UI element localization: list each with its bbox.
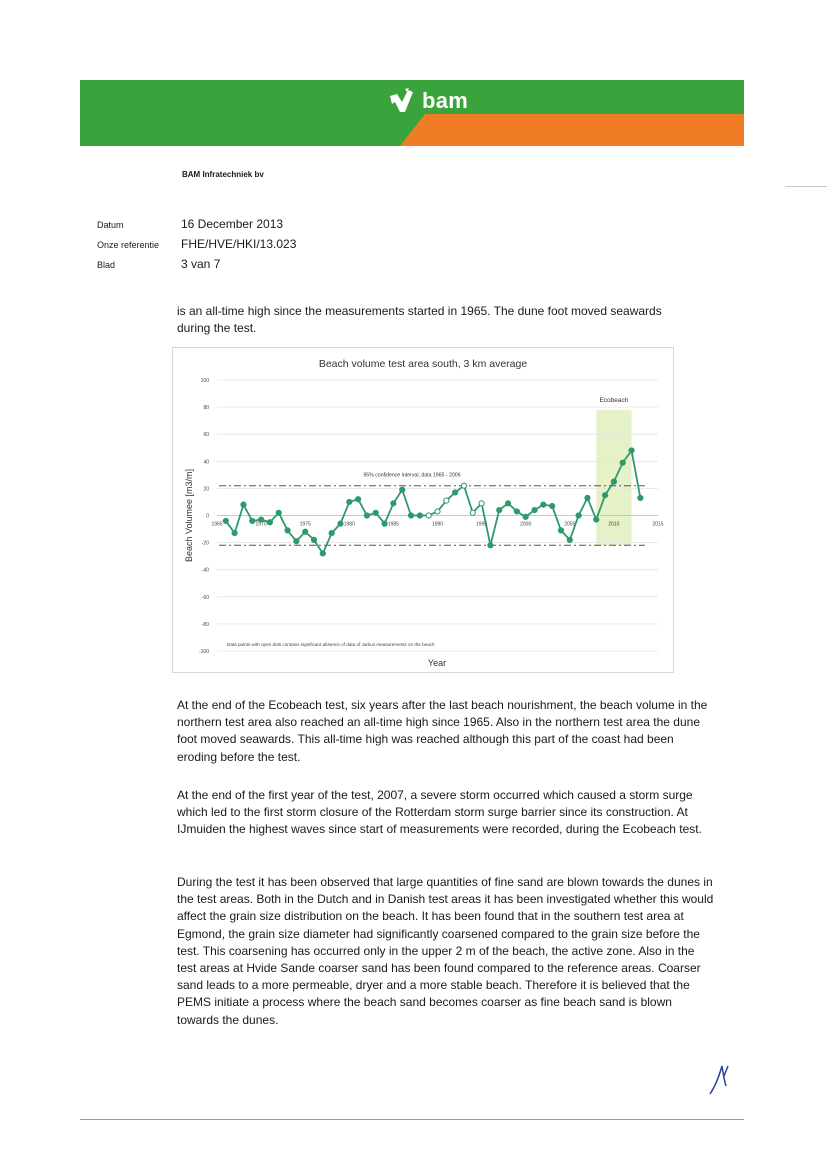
data-point [276,510,281,515]
data-point [408,513,413,518]
chart-title: Beach volume test area south, 3 km average [318,358,528,370]
paragraph-intro: is an all-time high since the measurements started in 1965. The dune foot moved seawards during the test. [177,304,662,336]
meta-value: 3 van 7 [181,257,221,271]
data-point [391,501,396,506]
meta-key: Onze referentie [97,240,160,250]
data-point [373,510,378,515]
y-tick-label: 80 [203,405,209,412]
company-name: BAM Infratechniek bv [182,170,264,179]
y-tick-label: 100 [200,378,209,384]
data-point [303,529,308,534]
y-tick-label: -60 [201,594,209,601]
data-point [532,507,537,512]
data-point [611,479,616,484]
data-point [602,493,607,498]
y-tick-label: 40 [203,459,209,466]
data-point [426,513,431,518]
data-point [497,507,502,512]
data-point [541,502,546,507]
y-tick-label: -40 [201,567,209,574]
data-point [241,502,246,507]
data-point [267,520,272,525]
x-tick-label: 2000 [520,521,532,528]
paragraph-2: At the end of the first year of the test, 2007, a severe storm occurred which caused a storm surge which led to the first storm closure of the Rotterdam storm surge barrier since its construction. At IJmuiden the highest waves since start of measurements were recorded, during the Ecobeach test. [177,788,702,837]
chart-note: Data points with open dots contains significant absence of data of Jarkus measurements on the beach [227,642,435,647]
data-point [453,490,458,495]
document-meta [97,217,296,277]
y-tick-label: -100 [198,649,209,655]
data-point [638,495,643,500]
data-point [329,531,334,536]
y-tick-label: -20 [201,540,209,547]
data-point [576,513,581,518]
data-point [479,501,484,506]
x-axis-label: Year [427,658,447,668]
data-point [461,483,466,488]
data-point [417,513,422,518]
bam-mark-icon [388,88,416,114]
meta-value: 16 December 2013 [181,217,284,231]
data-point [382,521,387,526]
paragraph-1: At the end of the Ecobeach test, six years after the last beach nourishment, the beach volume in the northern test area also reached an all-time high since 1965. Also in the northern test area the dune foot moved seawards. This all-time high was reached although this part of the coast had been eroding before the test. [177,698,708,764]
data-point [356,497,361,502]
data-point [594,517,599,522]
data-point [435,509,440,514]
data-point [470,510,475,515]
y-tick-label: 60 [203,432,209,439]
x-tick-label: 2010 [608,521,620,528]
ecobeach-label: Ecobeach [599,397,629,405]
meta-row-date [97,217,296,237]
data-point [338,521,343,526]
data-point [400,487,405,492]
x-tick-label: 1975 [299,521,311,528]
data-point [311,537,316,542]
bam-logo [388,86,468,116]
x-tick-label: 2005 [564,521,576,528]
x-tick-label: 1965 [211,521,223,528]
signature-mark [706,1062,732,1096]
data-point [567,537,572,542]
x-tick-label: 1970 [255,521,267,528]
data-point [250,518,255,523]
data-point [347,499,352,504]
data-point [223,518,228,523]
data-point [523,514,528,519]
data-point [514,509,519,514]
data-point [488,543,493,548]
chart-svg [173,348,673,672]
x-tick-label: 1985 [387,521,399,528]
meta-key: Datum [97,220,124,230]
data-point [232,531,237,536]
data-point [629,448,634,453]
logo-text: bam [422,88,469,113]
data-point [505,501,510,506]
paragraph-3: During the test it has been observed that large quantities of fine sand are blown towards the dunes in the test areas. Both in the Dutch and in Danish test areas it has been investigated whether this would affect the grain size distribution on the beach. It has been found that in the southern test area at Egmond, the grain size diameter had significantly coarsened compared to the grain size before the test. This coarsening has occurred only in the upper 2 m of the beach, the active zone. Also in the test areas at Hvide Sande coarser sand has been found compared to the reference areas. Coarser sand leads to a more permeable, dryer and a more stable beach. Therefore it is believed that the PEMS initiate a process where the beach sand becomes coarser as fine beach sand is blown towards the dunes. [177,875,714,1027]
y-tick-label: 0 [206,513,209,520]
data-point [364,513,369,518]
data-point [294,539,299,544]
data-point [285,528,290,533]
confidence-label: 95% confidence interval, data 1965 - 2006 [363,472,461,479]
data-point [444,498,449,503]
beach-volume-chart [172,347,674,673]
x-tick-label: 1990 [431,521,444,528]
meta-key: Blad [97,260,116,270]
meta-row-page [97,257,296,277]
data-point [620,460,625,465]
data-point [558,528,563,533]
x-tick-label: 2015 [652,521,664,528]
meta-value: FHE/HVE/HKI/13.023 [181,237,297,251]
y-axis-label: Beach Volumee [m3/m] [184,468,194,563]
data-point [585,495,590,500]
x-tick-label: 1995 [476,521,488,528]
y-tick-label: 20 [203,486,209,493]
meta-row-reference [97,237,296,257]
data-point [320,551,325,556]
banner-orange [400,114,744,146]
x-tick-label: 1980 [343,521,355,528]
margin-rule [785,186,827,187]
data-point [550,503,555,508]
y-tick-label: -80 [201,621,209,628]
series-line [226,450,641,553]
footer-rule [80,1119,744,1120]
